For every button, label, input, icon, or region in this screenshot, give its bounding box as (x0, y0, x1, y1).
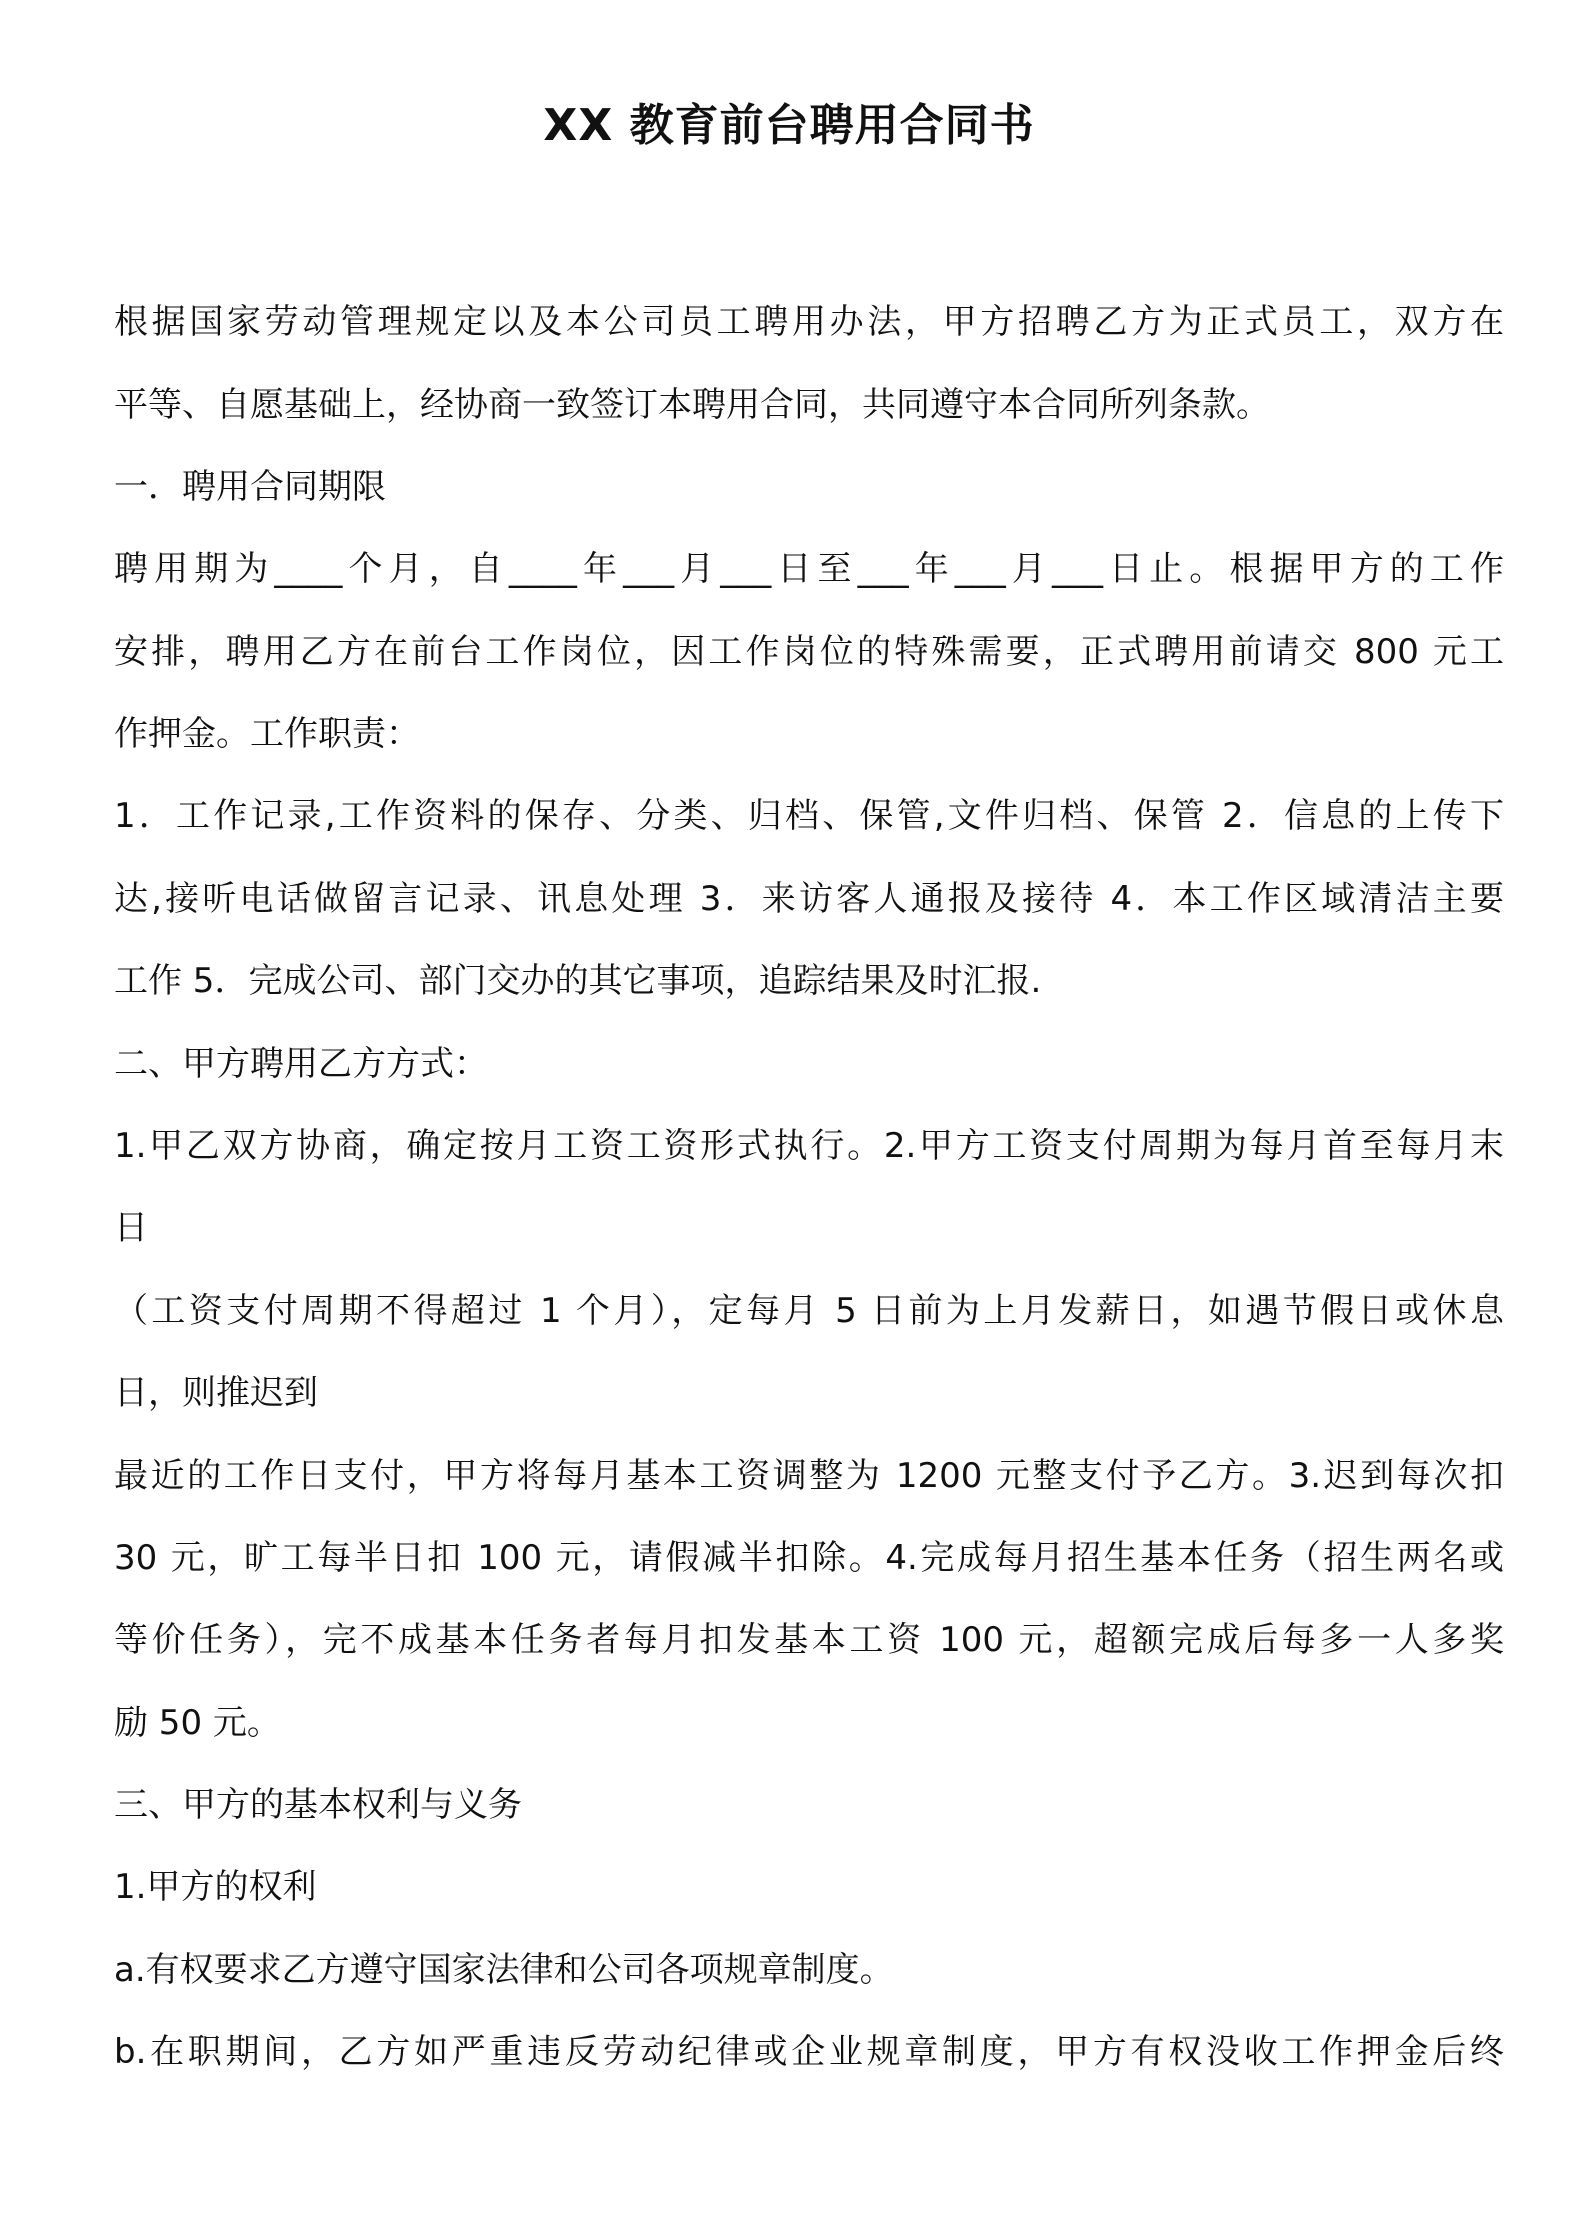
text-line: a.有权要求乙方遵守国家法律和公司各项规章制度。 (114, 1950, 894, 1990)
text-line: 作押金。工作职责： (114, 714, 420, 754)
text-line: 聘用期为____个月，自____年___月___日至___年___月___日止。根据甲方的工作 (114, 549, 1504, 589)
section-heading: 一．聘用合同期限 (114, 467, 386, 507)
text-line: （工资支付周期不得超过 1 个月），定每月 5 日前为上月发薪日，如遇节假日或休息 (114, 1291, 1504, 1331)
text-line: 等价任务），完不成基本任务者每月扣发基本工资 100 元，超额完成后每多一人多奖 (114, 1620, 1504, 1660)
text-line: 工作 5．完成公司、部门交办的其它事项，追踪结果及时汇报. (114, 961, 1042, 1001)
text-line: 平等、自愿基础上，经协商一致签订本聘用合同，共同遵守本合同所列条款。 (114, 385, 1270, 425)
text-line: 安排，聘用乙方在前台工作岗位，因工作岗位的特殊需要，正式聘用前请交 800 元工 (114, 632, 1504, 672)
text-line: 最近的工作日支付，甲方将每月基本工资调整为 1200 元整支付予乙方。3.迟到每次扣 (114, 1456, 1504, 1496)
text-line: 1.甲乙双方协商，确定按月工资工资形式执行。2.甲方工资支付周期为每月首至每月末 (114, 1126, 1504, 1166)
section-heading: 三、甲方的基本权利与义务 (114, 1785, 522, 1825)
text-line: 日，则推迟到 (114, 1373, 318, 1413)
text-line: b.在职期间，乙方如严重违反劳动纪律或企业规章制度，甲方有权没收工作押金后终 (114, 2032, 1504, 2072)
section-heading: 二、甲方聘用乙方方式： (114, 1044, 488, 1084)
text-line: 根据国家劳动管理规定以及本公司员工聘用办法，甲方招聘乙方为正式员工，双方在 (114, 302, 1504, 342)
subsection-heading: 1.甲方的权利 (114, 1867, 317, 1907)
text-line: 1．工作记录,工作资料的保存、分类、归档、保管,文件归档、保管 2．信息的上传下 (114, 796, 1504, 836)
document-title: XX 教育前台聘用合同书 (543, 100, 1035, 151)
text-line: 日 (114, 1208, 148, 1248)
text-line: 励 50 元。 (114, 1703, 281, 1743)
text-line: 达,接听电话做留言记录、讯息处理 3．来访客人通报及接待 4．本工作区域清洁主要 (114, 879, 1504, 919)
text-line: 30 元，旷工每半日扣 100 元，请假减半扣除。4.完成每月招生基本任务（招生两名或 (114, 1538, 1504, 1578)
